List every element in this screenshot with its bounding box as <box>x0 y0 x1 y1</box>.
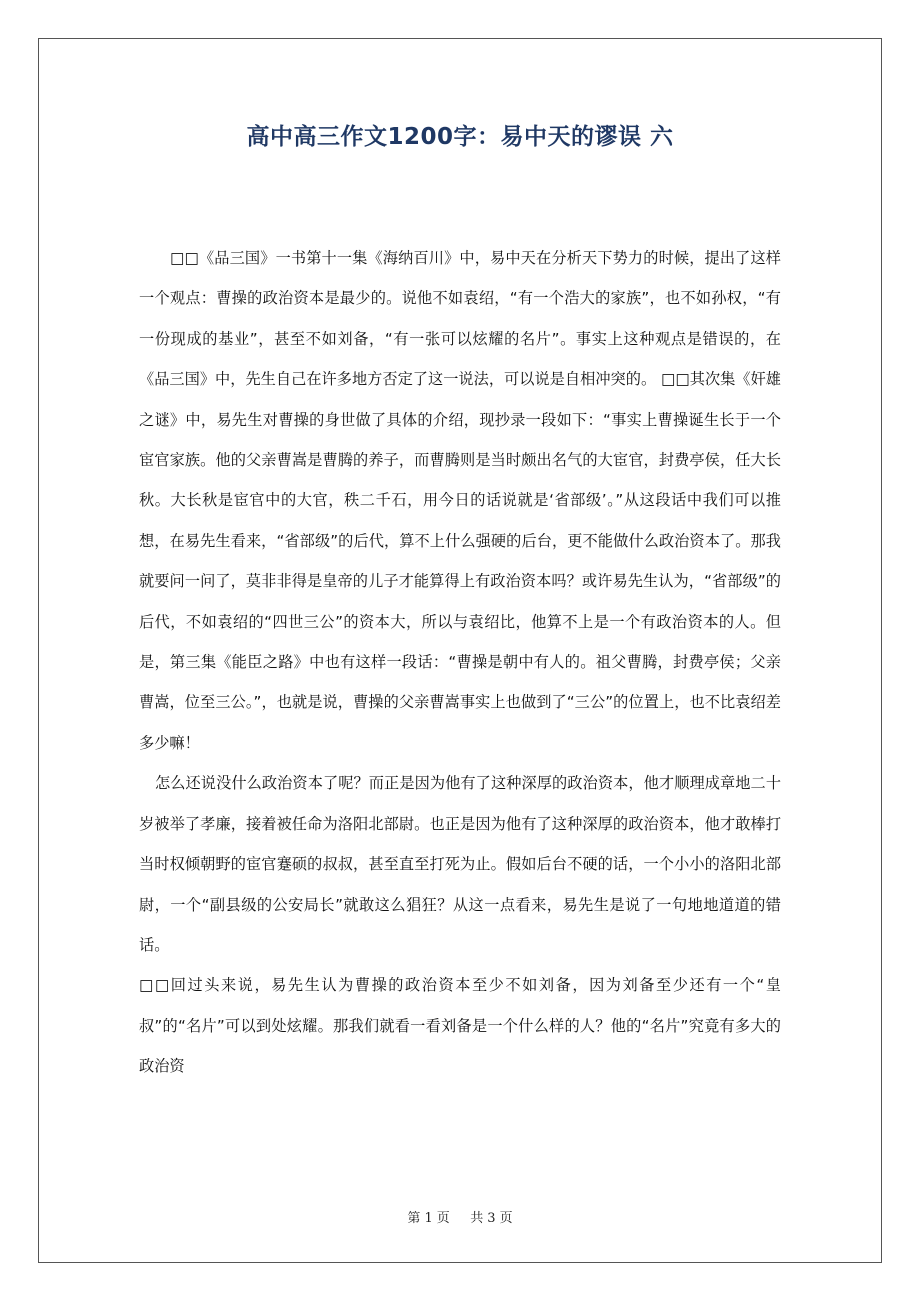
page-label: 第 <box>407 1211 421 1226</box>
document-body <box>139 238 781 1087</box>
document-title: 高中高三作文1200字：易中天的谬误 六 <box>246 124 674 150</box>
paragraph-1: □□《品三国》一书第十一集《海纳百川》中，易中天在分析天下势力的时候，提出了这样一个观点：曹操的政治资本是最少的。说他不如袁绍，“有一个浩大的家族”，也不如孙权，“有一份现成的基业”，甚至不如刘备，“有一张可以炫耀的名片”。事实上这种观点是错误的，在《品三国》中，先生自己在许多地方否定了这一说法，可以说是自相冲突的。 □□其次集《奸雄之谜》中，易先生对曹操的身世做了具体的介绍，现抄录一段如下：“事实上曹操诞生长于一个宦官家族。他的父亲曹嵩是曹腾的养子，而曹腾则是当时颇出名气的大宦官，封费亭侯，任大长秋。大长秋是宦官中的大官，秩二千石，用今日的话说就是‘省部级’。”从这段话中我们可以推想，在易先生看来，“省部级”的后代，算不上什么强硬的后台，更不能做什么政治资本了。那我就要问一问了，莫非非得是皇帝的儿子才能算得上有政治资本吗？或许易先生认为，“省部级”的后代，不如袁绍的“四世三公”的资本大，所以与袁绍比，他算不上是一个有政治资本的人。但是，第三集《能臣之路》中也有这样一段话：“曹操是朝中有人的。祖父曹腾，封费亭侯；父亲曹嵩，位至三公。”，也就是说，曹操的父亲曹嵩事实上也做到了“三公”的位置上，也不比袁绍差多少嘛！ <box>139 249 781 752</box>
total-unit: 页 <box>499 1211 513 1226</box>
total-label: 共 <box>470 1211 484 1226</box>
total-pages: 3 <box>487 1211 496 1226</box>
page-number: 1 <box>424 1211 433 1226</box>
paragraph-2: 怎么还说没什么政治资本了呢？而正是因为他有了这种深厚的政治资本，他才顺理成章地二十岁被举了孝廉，接着被任命为洛阳北部尉。也正是因为他有了这种深厚的政治资本，他才敢棒打当时权倾朝野的宦官蹇硕的叔叔，甚至直至打死为止。假如后台不硬的话，一个小小的洛阳北部尉，一个“副县级的公安局长”就敢这么猖狂？从这一点看来，易先生是说了一句地地道道的错话。 <box>139 774 781 954</box>
page-unit: 页 <box>436 1211 450 1226</box>
paragraph-3: □□回过头来说，易先生认为曹操的政治资本至少不如刘备，因为刘备至少还有一个“皇叔”的“名片”可以到处炫耀。那我们就看一看刘备是一个什么样的人？他的“名片”究竟有多大的政治资 <box>139 976 781 1076</box>
page-footer <box>38 1207 882 1226</box>
